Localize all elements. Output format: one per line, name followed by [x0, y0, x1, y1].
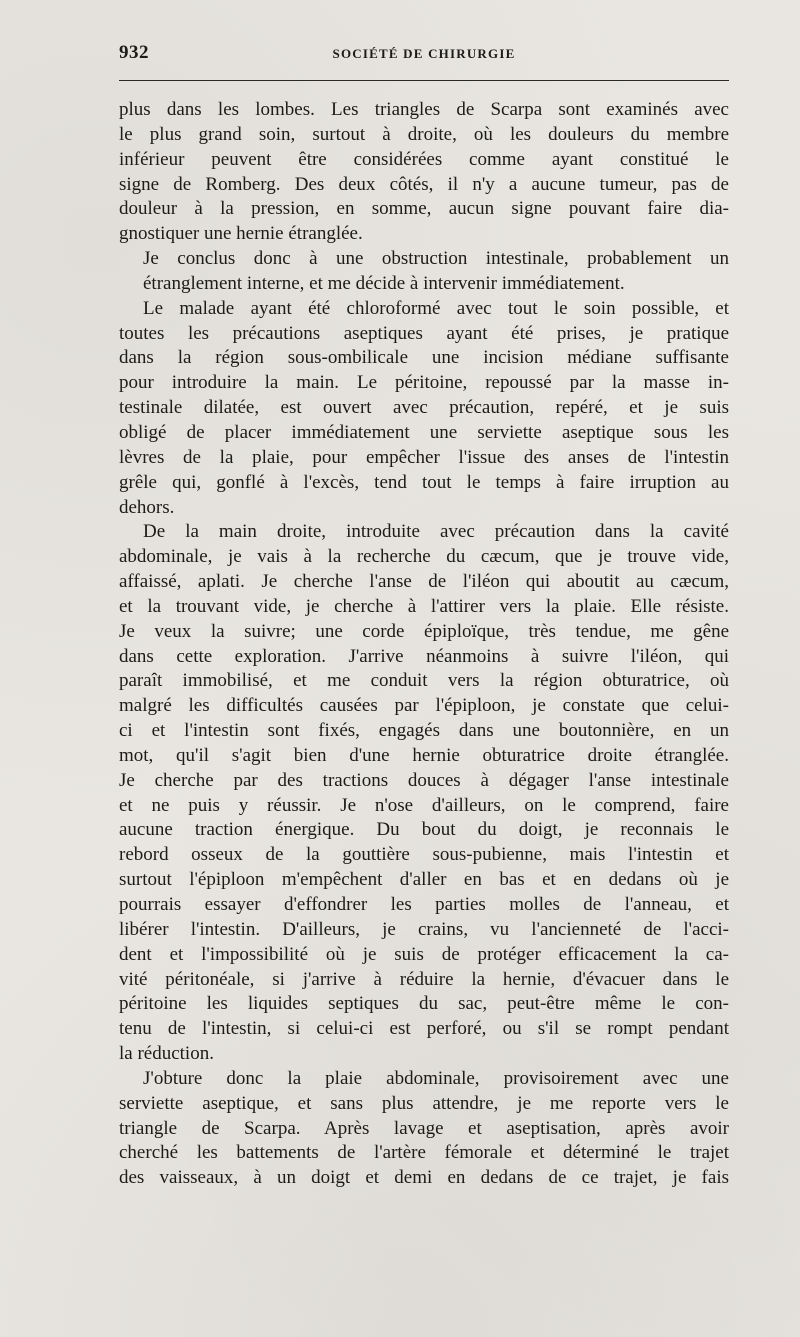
text-line: rebord osseux de la gouttière sous-pubienne, mais l'intestin et	[119, 844, 729, 866]
text-line: abdominale, je vais à la recherche du cæcum, que je trouve vide,	[119, 546, 729, 568]
text-line: grêle qui, gonflé à l'excès, tend tout le temps à faire irruption au	[119, 471, 729, 493]
text-line: testinale dilatée, est ouvert avec précaution, repéré, et je suis	[119, 397, 729, 419]
text-line: plus dans les lombes. Les triangles de Scarpa sont examinés avec	[119, 99, 729, 120]
text-line: De la main droite, introduite avec précaution dans la cavité	[143, 521, 729, 543]
body-text	[119, 98, 729, 1191]
text-line: gnostiquer une hernie étranglée.	[119, 223, 363, 245]
text-line: la réduction.	[119, 1043, 214, 1065]
text-line: triangle de Scarpa. Après lavage et aseptisation, après avoir	[119, 1117, 729, 1139]
text-line: étranglement interne, et me décide à intervenir immédiatement.	[143, 272, 625, 294]
text-line: tenu de l'intestin, si celui-ci est perforé, ou s'il se rompt pendant	[119, 1018, 729, 1040]
text-line: malgré les difficultés causées par l'épiploon, je constate que celui-	[119, 695, 729, 717]
text-line: dehors.	[119, 496, 175, 518]
text-line: et ne puis y réussir. Je n'ose d'ailleurs, on le comprend, faire	[119, 794, 729, 816]
text-line: dans cette exploration. J'arrive néanmoins à suivre l'iléon, qui	[119, 645, 729, 667]
text-line: le plus grand soin, surtout à droite, où les douleurs du membre	[119, 123, 729, 145]
text-line: paraît immobilisé, et me conduit vers la région obturatrice, où	[119, 670, 729, 692]
header-rule	[119, 80, 729, 81]
text-line: des vaisseaux, à un doigt et demi en dedans de ce trajet, je fais	[119, 1167, 729, 1189]
text-line: cherché les battements de l'artère fémorale et déterminé le trajet	[119, 1142, 729, 1164]
text-line: Le malade ayant été chloroformé avec tout le soin possible, et	[143, 297, 729, 319]
running-head	[119, 42, 729, 66]
text-line: toutes les précautions aseptiques ayant été prises, je pratique	[119, 322, 729, 344]
text-line: Je veux la suivre; une corde épiploïque, très tendue, me gêne	[119, 620, 729, 642]
text-line: ci et l'intestin sont fixés, engagés dans une boutonnière, en un	[119, 720, 729, 742]
text-line: obligé de placer immédiatement une serviette aseptique sous les	[119, 421, 729, 443]
text-line: Je cherche par des tractions douces à dégager l'anse intestinale	[119, 769, 729, 791]
page-number: 932	[119, 42, 149, 63]
text-line: libérer l'intestin. D'ailleurs, je crains, vu l'ancienneté de l'acci-	[119, 918, 729, 940]
text-line: dent et l'impossibilité où je suis de protéger efficacement la ca-	[119, 943, 729, 965]
text-line: J'obture donc la plaie abdominale, provisoirement avec une	[143, 1067, 729, 1089]
text-line: affaissé, aplati. Je cherche l'anse de l'iléon qui aboutit au cæcum,	[119, 571, 729, 593]
text-line: pourrais essayer d'effondrer les parties molles de l'anneau, et	[119, 894, 729, 915]
text-line: signe de Romberg. Des deux côtés, il n'y a aucune tumeur, pas de	[119, 173, 729, 195]
text-line: aucune traction énergique. Du bout du doigt, je reconnais le	[119, 819, 729, 841]
text-line: et la trouvant vide, je cherche à l'attirer vers la plaie. Elle résiste.	[119, 595, 729, 617]
text-line: Je conclus donc à une obstruction intestinale, probablement un	[143, 248, 729, 270]
text-line: péritoine les liquides septiques du sac, peut-être même le con-	[119, 993, 729, 1015]
text-line: lèvres de la plaie, pour empêcher l'issue des anses de l'intestin	[119, 446, 729, 468]
text-line: serviette aseptique, et sans plus attendre, je me reporte vers le	[119, 1092, 729, 1114]
text-line: surtout l'épiploon m'empêchent d'aller en bas et en dedans où je	[119, 869, 729, 891]
running-title: SOCIÉTÉ DE CHIRURGIE	[332, 46, 516, 61]
text-line: douleur à la pression, en somme, aucun signe pouvant faire dia-	[119, 198, 729, 220]
text-line: dans la région sous-ombilicale une incision médiane suffisante	[119, 347, 729, 369]
text-line: inférieur peuvent être considérées comme ayant constitué le	[119, 148, 729, 170]
text-line: mot, qu'il s'agit bien d'une hernie obturatrice droite étranglée.	[119, 744, 729, 766]
text-line: vité péritonéale, si j'arrive à réduire la hernie, d'évacuer dans le	[119, 968, 729, 990]
text-line: pour introduire la main. Le péritoine, repoussé par la masse in-	[119, 372, 729, 394]
